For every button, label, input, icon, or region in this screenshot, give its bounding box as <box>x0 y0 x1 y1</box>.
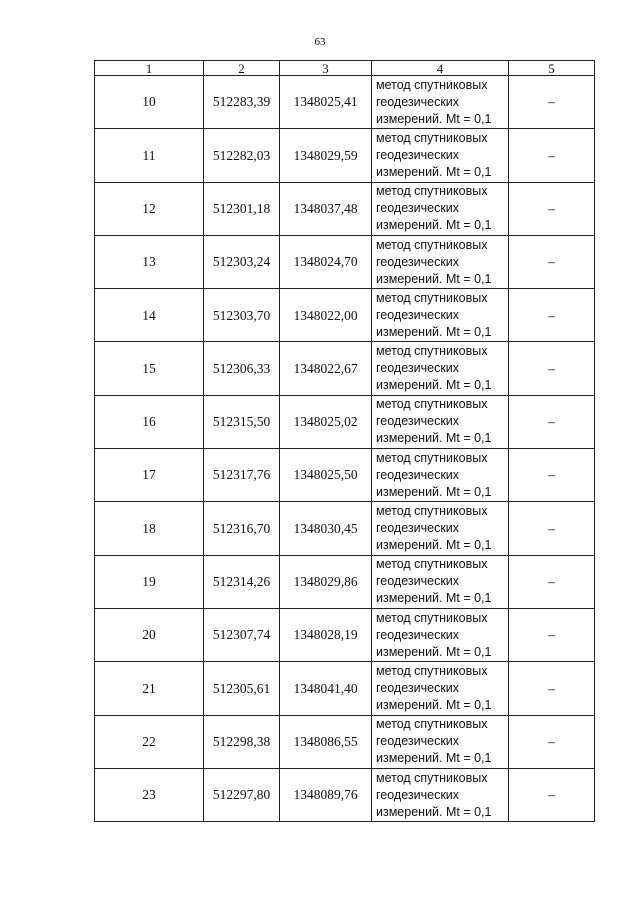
method-line: геодезических <box>376 521 460 536</box>
method-line: геодезических <box>376 307 460 322</box>
y-coordinate-cell: 1348086,55 <box>280 715 372 768</box>
y-coordinate-cell: 1348024,70 <box>280 235 372 288</box>
method-line: измерений. Mt = 0,1 <box>376 484 492 499</box>
method-line: геодезических <box>376 254 460 269</box>
method-line: метод спутниковых <box>376 184 488 199</box>
method-line: измерений. Mt = 0,1 <box>376 804 492 819</box>
table-row <box>95 395 595 448</box>
x-coordinate-cell: 512306,33 <box>204 342 280 395</box>
table-row <box>95 342 595 395</box>
x-coordinate-cell: 512317,76 <box>204 449 280 502</box>
method-line: метод спутниковых <box>376 344 488 359</box>
y-coordinate-cell: 1348030,45 <box>280 502 372 555</box>
method-line: метод спутниковых <box>376 663 488 678</box>
x-coordinate-cell: 512314,26 <box>204 555 280 608</box>
table-row <box>95 608 595 661</box>
point-number-cell: 13 <box>95 235 204 288</box>
method-cell <box>372 129 509 182</box>
point-number-cell: 23 <box>95 768 204 821</box>
x-coordinate-cell: 512282,03 <box>204 129 280 182</box>
x-coordinate-cell: 512303,70 <box>204 289 280 342</box>
method-line: метод спутниковых <box>376 770 488 785</box>
point-number-cell: 11 <box>95 129 204 182</box>
y-coordinate-cell: 1348029,59 <box>280 129 372 182</box>
method-cell <box>372 715 509 768</box>
note-cell: – <box>509 289 595 342</box>
note-cell: – <box>509 76 595 129</box>
note-cell: – <box>509 502 595 555</box>
y-coordinate-cell: 1348037,48 <box>280 182 372 235</box>
method-line: метод спутниковых <box>376 130 488 145</box>
method-line: измерений. Mt = 0,1 <box>376 644 492 659</box>
method-line: измерений. Mt = 0,1 <box>376 751 492 766</box>
method-line: измерений. Mt = 0,1 <box>376 111 492 126</box>
y-coordinate-cell: 1348025,02 <box>280 395 372 448</box>
note-cell: – <box>509 449 595 502</box>
method-line: метод спутниковых <box>376 557 488 572</box>
method-line: измерений. Mt = 0,1 <box>376 591 492 606</box>
method-cell <box>372 342 509 395</box>
x-coordinate-cell: 512283,39 <box>204 76 280 129</box>
note-cell: – <box>509 182 595 235</box>
y-coordinate-cell: 1348089,76 <box>280 768 372 821</box>
method-line: метод спутниковых <box>376 237 488 252</box>
note-cell: – <box>509 235 595 288</box>
method-line: геодезических <box>376 94 460 109</box>
table-row <box>95 662 595 715</box>
method-cell <box>372 768 509 821</box>
method-line: измерений. Mt = 0,1 <box>376 538 492 553</box>
method-line: измерений. Mt = 0,1 <box>376 378 492 393</box>
method-line: метод спутниковых <box>376 450 488 465</box>
method-line: геодезических <box>376 361 460 376</box>
method-line: геодезических <box>376 414 460 429</box>
y-coordinate-cell: 1348025,41 <box>280 76 372 129</box>
method-cell <box>372 502 509 555</box>
method-line: геодезических <box>376 787 460 802</box>
x-coordinate-cell: 512315,50 <box>204 395 280 448</box>
note-cell: – <box>509 555 595 608</box>
method-cell <box>372 395 509 448</box>
x-coordinate-cell: 512305,61 <box>204 662 280 715</box>
method-line: геодезических <box>376 627 460 642</box>
method-line: метод спутниковых <box>376 504 488 519</box>
method-line: геодезических <box>376 734 460 749</box>
point-number-cell: 18 <box>95 502 204 555</box>
method-cell <box>372 182 509 235</box>
y-coordinate-cell: 1348041,40 <box>280 662 372 715</box>
column-header: 4 <box>372 61 509 76</box>
note-cell: – <box>509 768 595 821</box>
column-header: 1 <box>95 61 204 76</box>
x-coordinate-cell: 512316,70 <box>204 502 280 555</box>
page-number: 63 <box>314 36 326 48</box>
note-cell: – <box>509 608 595 661</box>
method-line: метод спутниковых <box>376 397 488 412</box>
table-row <box>95 289 595 342</box>
method-cell <box>372 555 509 608</box>
method-line: геодезических <box>376 680 460 695</box>
method-line: измерений. Mt = 0,1 <box>376 697 492 712</box>
table-row <box>95 502 595 555</box>
table-body <box>95 61 595 822</box>
table-row <box>95 768 595 821</box>
table-row <box>95 129 595 182</box>
method-cell <box>372 449 509 502</box>
column-header: 3 <box>280 61 372 76</box>
x-coordinate-cell: 512303,24 <box>204 235 280 288</box>
x-coordinate-cell: 512307,74 <box>204 608 280 661</box>
note-cell: – <box>509 129 595 182</box>
table-row <box>95 715 595 768</box>
method-cell <box>372 608 509 661</box>
note-cell: – <box>509 342 595 395</box>
method-line: метод спутниковых <box>376 77 488 92</box>
point-number-cell: 16 <box>95 395 204 448</box>
method-line: метод спутниковых <box>376 290 488 305</box>
point-number-cell: 14 <box>95 289 204 342</box>
table-row <box>95 449 595 502</box>
table-header-row <box>95 61 595 76</box>
point-number-cell: 15 <box>95 342 204 395</box>
x-coordinate-cell: 512301,18 <box>204 182 280 235</box>
method-line: измерений. Mt = 0,1 <box>376 164 492 179</box>
y-coordinate-cell: 1348022,00 <box>280 289 372 342</box>
method-line: метод спутниковых <box>376 610 488 625</box>
x-coordinate-cell: 512298,38 <box>204 715 280 768</box>
table-row <box>95 555 595 608</box>
method-line: геодезических <box>376 574 460 589</box>
method-line: метод спутниковых <box>376 717 488 732</box>
method-cell <box>372 235 509 288</box>
method-cell <box>372 76 509 129</box>
point-number-cell: 20 <box>95 608 204 661</box>
column-header: 5 <box>509 61 595 76</box>
point-number-cell: 19 <box>95 555 204 608</box>
point-number-cell: 17 <box>95 449 204 502</box>
note-cell: – <box>509 395 595 448</box>
method-line: измерений. Mt = 0,1 <box>376 431 492 446</box>
method-line: геодезических <box>376 201 460 216</box>
coordinates-table <box>94 60 595 822</box>
point-number-cell: 12 <box>95 182 204 235</box>
table-row <box>95 76 595 129</box>
x-coordinate-cell: 512297,80 <box>204 768 280 821</box>
method-line: геодезических <box>376 147 460 162</box>
method-cell <box>372 289 509 342</box>
method-line: геодезических <box>376 467 460 482</box>
note-cell: – <box>509 715 595 768</box>
method-line: измерений. Mt = 0,1 <box>376 218 492 233</box>
method-line: измерений. Mt = 0,1 <box>376 324 492 339</box>
table-row <box>95 235 595 288</box>
y-coordinate-cell: 1348029,86 <box>280 555 372 608</box>
table-row <box>95 182 595 235</box>
method-cell <box>372 662 509 715</box>
point-number-cell: 21 <box>95 662 204 715</box>
y-coordinate-cell: 1348022,67 <box>280 342 372 395</box>
y-coordinate-cell: 1348028,19 <box>280 608 372 661</box>
y-coordinate-cell: 1348025,50 <box>280 449 372 502</box>
point-number-cell: 22 <box>95 715 204 768</box>
note-cell: – <box>509 662 595 715</box>
method-line: измерений. Mt = 0,1 <box>376 271 492 286</box>
point-number-cell: 10 <box>95 76 204 129</box>
column-header: 2 <box>204 61 280 76</box>
